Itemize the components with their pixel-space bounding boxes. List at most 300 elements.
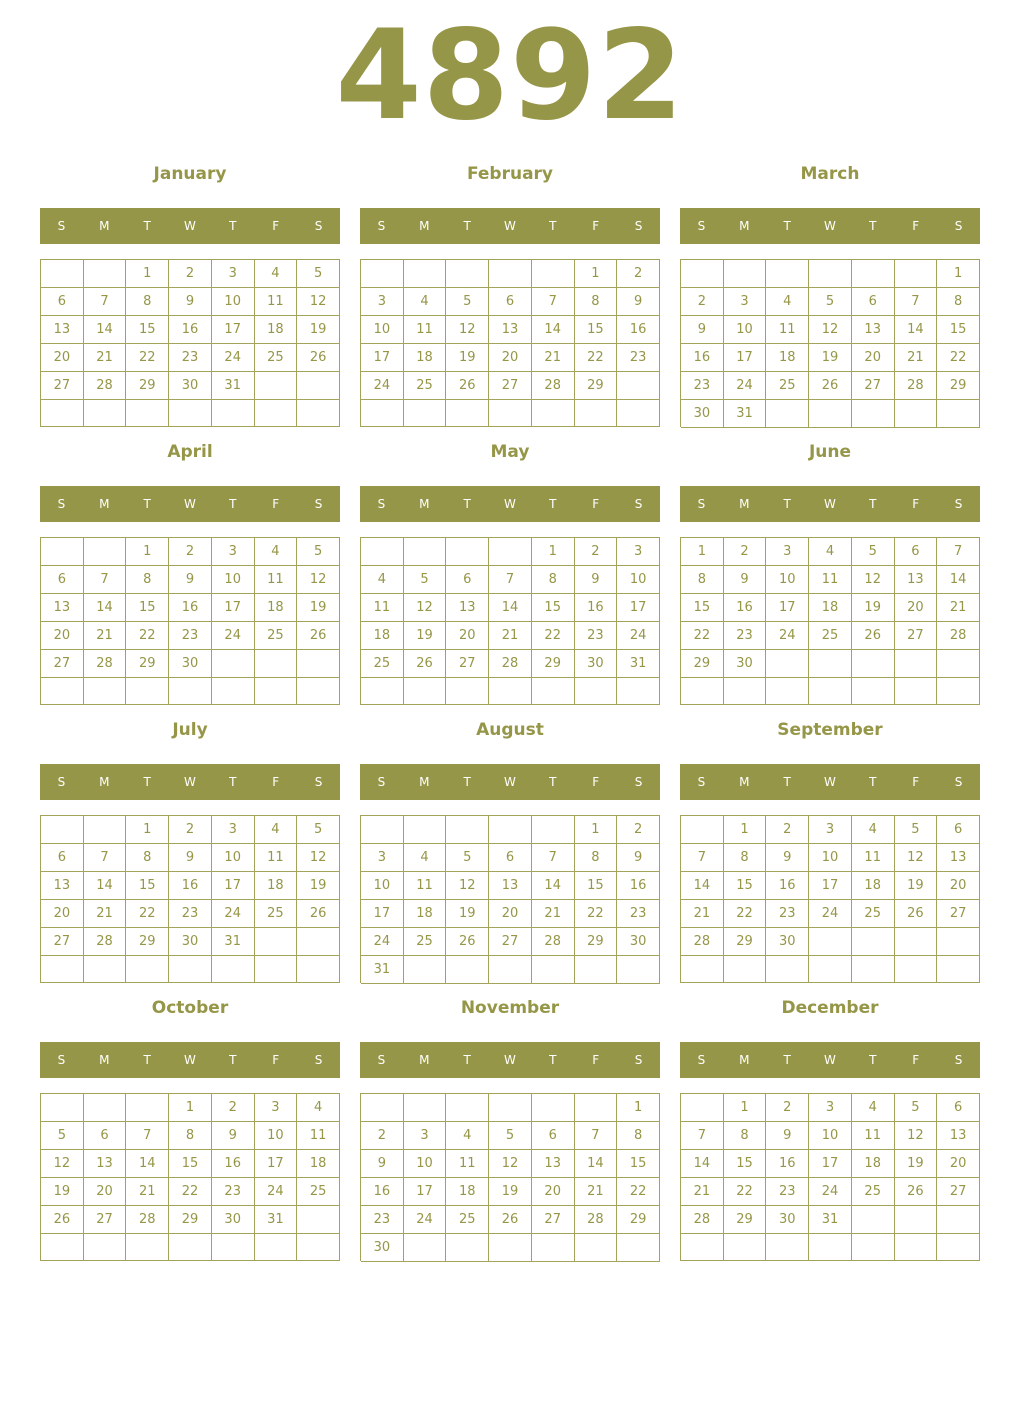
day-cell: 25 (852, 900, 895, 928)
day-cell: 9 (724, 566, 767, 594)
day-cell: 13 (532, 1150, 575, 1178)
weekday-label: S (954, 497, 963, 511)
weekday-label: T (783, 1053, 791, 1067)
day-cell: 23 (766, 1178, 809, 1206)
empty-day-cell (84, 1094, 127, 1122)
day-cell: 16 (212, 1150, 255, 1178)
month-july (40, 717, 340, 949)
day-cell: 22 (126, 622, 169, 650)
empty-day-cell (809, 928, 852, 956)
day-cell: 27 (84, 1206, 127, 1234)
day-cell: 26 (404, 650, 447, 678)
day-grid (680, 815, 980, 983)
empty-day-cell (489, 400, 532, 427)
day-cell: 5 (297, 816, 340, 844)
day-cell: 19 (297, 594, 340, 622)
day-cell: 8 (532, 566, 575, 594)
day-cell: 30 (212, 1206, 255, 1234)
weekday-label: M (99, 1053, 110, 1067)
empty-day-cell (212, 678, 255, 705)
empty-day-cell (617, 678, 660, 705)
day-cell: 9 (575, 566, 618, 594)
empty-day-cell (41, 1234, 84, 1261)
day-cell: 4 (255, 538, 298, 566)
day-cell: 3 (212, 816, 255, 844)
empty-day-cell (937, 678, 980, 705)
empty-day-cell (297, 928, 340, 956)
weekday-label: W (184, 219, 196, 233)
empty-day-cell (361, 816, 404, 844)
month-name: February (466, 164, 554, 184)
day-cell: 27 (41, 650, 84, 678)
empty-day-cell (404, 1234, 447, 1262)
day-cell: 26 (895, 900, 938, 928)
empty-day-cell (809, 650, 852, 678)
empty-day-cell (895, 650, 938, 678)
day-cell: 22 (681, 622, 724, 650)
weekday-label: M (419, 219, 430, 233)
day-cell: 24 (809, 1178, 852, 1206)
day-cell: 2 (169, 260, 212, 288)
empty-day-cell (255, 928, 298, 956)
weekday-label: T (549, 1053, 557, 1067)
day-cell: 4 (404, 288, 447, 316)
day-cell: 14 (489, 594, 532, 622)
weekday-label: W (504, 1053, 516, 1067)
day-cell: 3 (212, 538, 255, 566)
day-cell: 9 (361, 1150, 404, 1178)
day-cell: 8 (126, 288, 169, 316)
day-cell: 23 (169, 622, 212, 650)
day-cell: 1 (724, 1094, 767, 1122)
empty-day-cell (681, 678, 724, 705)
empty-day-cell (169, 956, 212, 983)
day-cell: 17 (361, 344, 404, 372)
day-cell: 9 (212, 1122, 255, 1150)
day-cell: 26 (852, 622, 895, 650)
day-cell: 14 (937, 566, 980, 594)
empty-day-cell (361, 260, 404, 288)
empty-day-cell (446, 816, 489, 844)
day-cell: 23 (169, 344, 212, 372)
weekday-header (680, 1042, 980, 1078)
empty-day-cell (681, 1094, 724, 1122)
empty-day-cell (575, 678, 618, 705)
empty-day-cell (895, 1234, 938, 1261)
day-cell: 28 (84, 372, 127, 400)
weekday-label: S (377, 775, 386, 789)
day-cell: 28 (532, 928, 575, 956)
empty-day-cell (681, 956, 724, 983)
empty-day-cell (852, 956, 895, 983)
year-title: 4892 (335, 4, 685, 148)
weekday-label: S (697, 497, 706, 511)
day-cell: 17 (766, 594, 809, 622)
day-cell: 16 (724, 594, 767, 622)
day-cell: 3 (809, 1094, 852, 1122)
day-cell: 30 (681, 400, 724, 428)
day-cell: 10 (404, 1150, 447, 1178)
weekday-label: T (143, 497, 151, 511)
weekday-label: M (99, 219, 110, 233)
day-cell: 2 (766, 1094, 809, 1122)
day-cell: 21 (84, 622, 127, 650)
weekday-label: S (57, 775, 66, 789)
day-cell: 18 (446, 1178, 489, 1206)
day-cell: 21 (532, 900, 575, 928)
weekday-label: S (634, 219, 643, 233)
day-cell: 3 (361, 288, 404, 316)
day-cell: 3 (617, 538, 660, 566)
day-cell: 20 (41, 900, 84, 928)
day-cell: 5 (41, 1122, 84, 1150)
weekday-label: T (229, 1053, 237, 1067)
day-cell: 27 (41, 372, 84, 400)
empty-day-cell (766, 260, 809, 288)
day-cell: 12 (489, 1150, 532, 1178)
empty-day-cell (41, 538, 84, 566)
day-cell: 19 (446, 900, 489, 928)
day-cell: 22 (575, 344, 618, 372)
day-cell: 4 (297, 1094, 340, 1122)
day-cell: 20 (532, 1178, 575, 1206)
empty-day-cell (255, 372, 298, 400)
day-cell: 31 (617, 650, 660, 678)
day-cell: 27 (41, 928, 84, 956)
day-cell: 15 (532, 594, 575, 622)
empty-day-cell (809, 1234, 852, 1261)
weekday-label: T (869, 1053, 877, 1067)
day-cell: 28 (489, 650, 532, 678)
day-cell: 2 (361, 1122, 404, 1150)
weekday-header (40, 486, 340, 522)
day-cell: 15 (126, 872, 169, 900)
day-cell: 21 (937, 594, 980, 622)
day-cell: 13 (852, 316, 895, 344)
day-cell: 5 (852, 538, 895, 566)
empty-day-cell (84, 1234, 127, 1261)
day-cell: 30 (361, 1234, 404, 1262)
day-cell: 4 (404, 844, 447, 872)
empty-day-cell (297, 650, 340, 678)
day-cell: 23 (169, 900, 212, 928)
day-cell: 10 (212, 288, 255, 316)
day-cell: 15 (681, 594, 724, 622)
weekday-label: S (697, 775, 706, 789)
day-cell: 7 (84, 288, 127, 316)
day-cell: 6 (489, 844, 532, 872)
empty-day-cell (895, 1206, 938, 1234)
day-cell: 26 (446, 928, 489, 956)
day-cell: 30 (724, 650, 767, 678)
day-cell: 6 (895, 538, 938, 566)
day-cell: 15 (126, 316, 169, 344)
empty-day-cell (41, 260, 84, 288)
weekday-label: S (634, 1053, 643, 1067)
day-cell: 29 (617, 1206, 660, 1234)
day-cell: 12 (895, 1122, 938, 1150)
day-cell: 27 (937, 1178, 980, 1206)
day-cell: 29 (169, 1206, 212, 1234)
empty-day-cell (41, 400, 84, 427)
day-cell: 18 (404, 344, 447, 372)
day-cell: 26 (446, 372, 489, 400)
empty-day-cell (169, 1234, 212, 1261)
weekday-label: T (869, 219, 877, 233)
day-cell: 23 (575, 622, 618, 650)
weekday-label: M (739, 1053, 750, 1067)
day-grid (40, 1093, 340, 1261)
empty-day-cell (489, 260, 532, 288)
empty-day-cell (809, 956, 852, 983)
empty-day-cell (681, 260, 724, 288)
empty-day-cell (446, 678, 489, 705)
empty-day-cell (255, 956, 298, 983)
day-cell: 12 (895, 844, 938, 872)
day-cell: 11 (297, 1122, 340, 1150)
day-cell: 30 (766, 928, 809, 956)
day-cell: 29 (575, 928, 618, 956)
empty-day-cell (724, 260, 767, 288)
day-cell: 26 (41, 1206, 84, 1234)
day-cell: 22 (575, 900, 618, 928)
day-cell: 7 (84, 844, 127, 872)
day-cell: 1 (126, 538, 169, 566)
empty-day-cell (404, 678, 447, 705)
day-cell: 25 (255, 344, 298, 372)
day-cell: 2 (169, 538, 212, 566)
month-name: November (460, 998, 560, 1018)
empty-day-cell (489, 816, 532, 844)
day-cell: 26 (489, 1206, 532, 1234)
weekday-label: M (99, 775, 110, 789)
weekday-label: S (634, 497, 643, 511)
weekday-label: S (634, 775, 643, 789)
day-cell: 17 (255, 1150, 298, 1178)
weekday-label: S (697, 1053, 706, 1067)
empty-day-cell (446, 1094, 489, 1122)
empty-day-cell (937, 928, 980, 956)
empty-day-cell (532, 1234, 575, 1262)
empty-day-cell (404, 400, 447, 427)
day-cell: 20 (41, 622, 84, 650)
empty-day-cell (297, 678, 340, 705)
day-cell: 16 (766, 872, 809, 900)
weekday-header (360, 486, 660, 522)
day-cell: 29 (724, 1206, 767, 1234)
month-march (680, 161, 980, 421)
day-cell: 29 (724, 928, 767, 956)
day-cell: 18 (852, 872, 895, 900)
day-cell: 6 (41, 566, 84, 594)
day-cell: 7 (84, 566, 127, 594)
day-cell: 16 (169, 594, 212, 622)
empty-day-cell (575, 1094, 618, 1122)
day-cell: 31 (809, 1206, 852, 1234)
empty-day-cell (724, 678, 767, 705)
weekday-label: F (272, 1053, 280, 1067)
weekday-label: S (314, 775, 323, 789)
day-cell: 18 (809, 594, 852, 622)
day-cell: 27 (532, 1206, 575, 1234)
day-cell: 29 (126, 650, 169, 678)
day-cell: 4 (852, 1094, 895, 1122)
month-august (360, 717, 660, 977)
day-cell: 10 (766, 566, 809, 594)
day-cell: 14 (126, 1150, 169, 1178)
empty-day-cell (126, 956, 169, 983)
empty-day-cell (446, 1234, 489, 1262)
day-cell: 1 (724, 816, 767, 844)
month-january (40, 161, 340, 393)
day-cell: 1 (575, 816, 618, 844)
day-cell: 6 (41, 844, 84, 872)
day-cell: 23 (361, 1206, 404, 1234)
month-may (360, 439, 660, 671)
day-cell: 23 (617, 900, 660, 928)
day-cell: 23 (617, 344, 660, 372)
day-cell: 25 (361, 650, 404, 678)
empty-day-cell (84, 538, 127, 566)
month-name: June (808, 442, 852, 462)
weekday-label: W (504, 497, 516, 511)
weekday-label: S (314, 1053, 323, 1067)
day-cell: 3 (766, 538, 809, 566)
day-cell: 24 (404, 1206, 447, 1234)
weekday-label: W (824, 219, 836, 233)
day-cell: 13 (489, 316, 532, 344)
weekday-label: F (912, 775, 920, 789)
day-cell: 4 (446, 1122, 489, 1150)
day-cell: 26 (297, 344, 340, 372)
day-cell: 9 (169, 566, 212, 594)
empty-day-cell (84, 678, 127, 705)
day-cell: 14 (532, 872, 575, 900)
day-cell: 24 (212, 344, 255, 372)
empty-day-cell (361, 400, 404, 427)
day-cell: 20 (895, 594, 938, 622)
day-cell: 5 (809, 288, 852, 316)
day-cell: 21 (84, 900, 127, 928)
weekday-label: M (419, 497, 430, 511)
day-cell: 29 (532, 650, 575, 678)
day-cell: 15 (575, 316, 618, 344)
weekday-label: T (463, 775, 471, 789)
day-cell: 30 (169, 372, 212, 400)
day-cell: 10 (212, 844, 255, 872)
day-cell: 5 (446, 288, 489, 316)
day-cell: 11 (255, 844, 298, 872)
weekday-label: T (143, 1053, 151, 1067)
day-cell: 22 (126, 900, 169, 928)
day-cell: 12 (404, 594, 447, 622)
day-cell: 11 (809, 566, 852, 594)
day-cell: 5 (489, 1122, 532, 1150)
day-cell: 7 (895, 288, 938, 316)
day-cell: 13 (895, 566, 938, 594)
day-cell: 15 (724, 872, 767, 900)
empty-day-cell (212, 650, 255, 678)
empty-day-cell (446, 538, 489, 566)
empty-day-cell (297, 400, 340, 427)
empty-day-cell (617, 1234, 660, 1262)
day-cell: 9 (617, 288, 660, 316)
day-cell: 11 (404, 316, 447, 344)
day-cell: 15 (617, 1150, 660, 1178)
weekday-label: S (57, 497, 66, 511)
day-cell: 21 (126, 1178, 169, 1206)
empty-day-cell (84, 260, 127, 288)
day-cell: 25 (809, 622, 852, 650)
weekday-label: S (377, 1053, 386, 1067)
day-grid (680, 1093, 980, 1261)
day-cell: 31 (724, 400, 767, 428)
day-cell: 16 (361, 1178, 404, 1206)
month-february (360, 161, 660, 393)
empty-day-cell (84, 956, 127, 983)
day-cell: 11 (852, 1122, 895, 1150)
day-cell: 8 (681, 566, 724, 594)
day-cell: 25 (297, 1178, 340, 1206)
month-december (680, 995, 980, 1227)
day-cell: 2 (617, 816, 660, 844)
day-cell: 12 (446, 872, 489, 900)
empty-day-cell (575, 1234, 618, 1262)
day-cell: 20 (41, 344, 84, 372)
month-november (360, 995, 660, 1255)
empty-day-cell (809, 400, 852, 428)
day-cell: 12 (297, 566, 340, 594)
day-cell: 31 (255, 1206, 298, 1234)
day-cell: 13 (41, 594, 84, 622)
day-cell: 24 (361, 928, 404, 956)
day-cell: 30 (169, 928, 212, 956)
day-grid (360, 259, 660, 427)
empty-day-cell (895, 956, 938, 983)
weekday-label: W (824, 775, 836, 789)
day-cell: 28 (84, 650, 127, 678)
empty-day-cell (212, 400, 255, 427)
day-cell: 8 (937, 288, 980, 316)
empty-day-cell (41, 816, 84, 844)
day-cell: 27 (489, 372, 532, 400)
day-cell: 18 (297, 1150, 340, 1178)
weekday-label: T (229, 497, 237, 511)
day-cell: 15 (169, 1150, 212, 1178)
empty-day-cell (255, 400, 298, 427)
day-cell: 10 (255, 1122, 298, 1150)
weekday-label: S (57, 1053, 66, 1067)
empty-day-cell (852, 650, 895, 678)
day-cell: 27 (937, 900, 980, 928)
day-cell: 11 (404, 872, 447, 900)
day-cell: 23 (681, 372, 724, 400)
empty-day-cell (852, 1206, 895, 1234)
day-cell: 22 (617, 1178, 660, 1206)
day-cell: 29 (575, 372, 618, 400)
day-cell: 9 (169, 288, 212, 316)
day-cell: 2 (681, 288, 724, 316)
day-cell: 2 (169, 816, 212, 844)
day-cell: 1 (617, 1094, 660, 1122)
day-cell: 24 (255, 1178, 298, 1206)
day-cell: 4 (766, 288, 809, 316)
day-cell: 2 (724, 538, 767, 566)
empty-day-cell (361, 538, 404, 566)
month-name: August (476, 720, 544, 740)
day-grid (40, 537, 340, 705)
weekday-label: T (229, 219, 237, 233)
